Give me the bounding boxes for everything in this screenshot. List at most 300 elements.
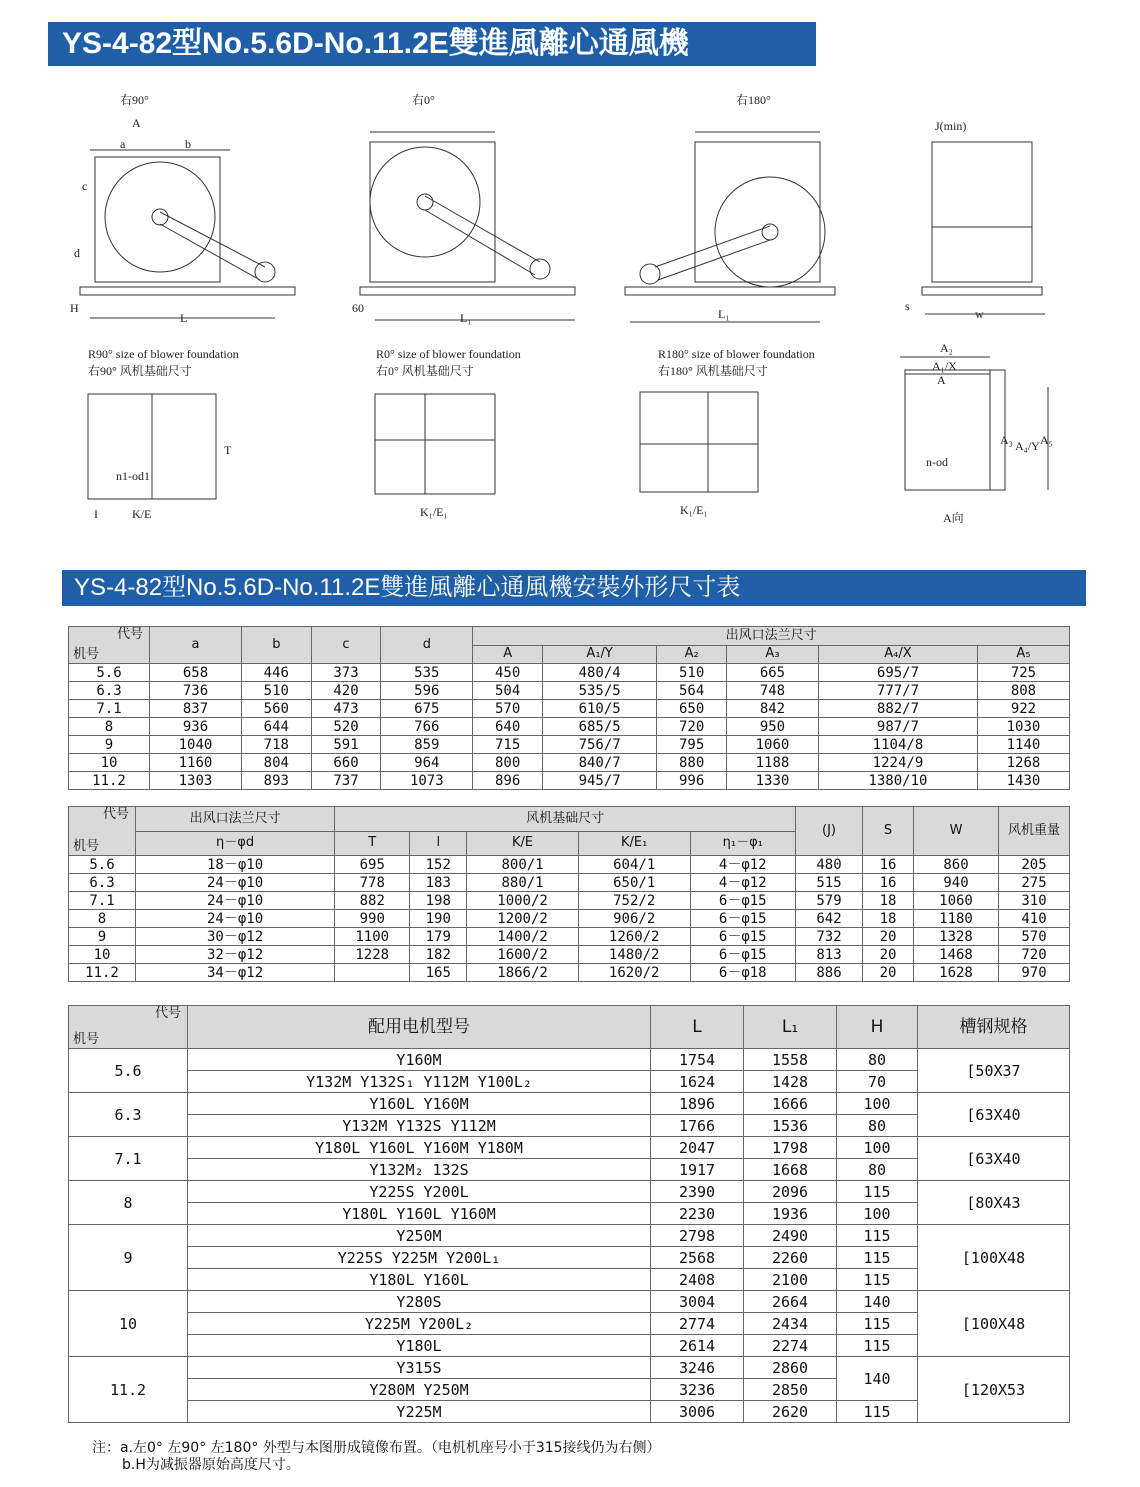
note-line-2: b.H为减振器原始高度尺寸。 — [122, 1457, 300, 1473]
table-cell: 695 — [335, 856, 410, 874]
steel-spec-cell: [100X48 — [918, 1225, 1070, 1291]
dim-60-label: 60 — [352, 301, 364, 315]
foundation2-en: R0° size of blower foundation — [376, 347, 521, 361]
steel-spec-cell: [100X48 — [918, 1291, 1070, 1357]
machine-number-cell: 7.1 — [69, 1137, 188, 1181]
motor-model-cell: Y180L Y160L Y160M Y180M — [188, 1137, 651, 1159]
table-cell: 882 — [335, 892, 410, 910]
l1-cell: 2274 — [744, 1335, 837, 1357]
table-cell: 640 — [473, 718, 543, 736]
h-cell: 115 — [837, 1225, 918, 1247]
table3-col-motor: 配用电机型号 — [188, 1006, 651, 1049]
notes — [92, 1440, 661, 1474]
table-cell: 480 — [796, 856, 863, 874]
dim-j-label: J(min) — [935, 119, 967, 133]
table-cell: 906/2 — [578, 910, 690, 928]
table-cell: 1328 — [914, 928, 999, 946]
table-cell: 665 — [726, 664, 818, 682]
table2-sub-header: l — [410, 831, 467, 856]
h-cell: 115 — [837, 1181, 918, 1203]
table-cell: 34－φ12 — [136, 964, 335, 982]
table-cell: 1160 — [150, 754, 242, 772]
dim-s-label: s — [905, 299, 910, 313]
table-cell: 804 — [241, 754, 311, 772]
table-cell: 748 — [726, 682, 818, 700]
motor-model-cell: Y132M Y132S₁ Y112M Y100L₂ — [188, 1071, 651, 1093]
table-row — [69, 700, 1070, 718]
table-cell: 570 — [999, 928, 1070, 946]
table1-sub-header: A₄/X — [818, 645, 977, 664]
table-cell: 473 — [311, 700, 381, 718]
table-cell: 32－φ12 — [136, 946, 335, 964]
table-cell: 737 — [311, 772, 381, 790]
table-cell: 813 — [796, 946, 863, 964]
table1-sub-header: A₂ — [657, 645, 727, 664]
table-cell — [335, 964, 410, 982]
table-cell: 732 — [796, 928, 863, 946]
table-cell: 1224/9 — [818, 754, 977, 772]
table-cell: 840/7 — [542, 754, 656, 772]
a3-label: A₃ — [1000, 433, 1013, 447]
steel-spec-cell: [63X40 — [918, 1093, 1070, 1137]
h-cell: 115 — [837, 1247, 918, 1269]
foundation1-cn: 右90° 风机基础尺寸 — [88, 364, 192, 378]
table-cell: 650 — [657, 700, 727, 718]
h-cell: 115 — [837, 1335, 918, 1357]
table2-group1-header: 出风口法兰尺寸 — [136, 807, 335, 832]
a4y-label: A₄/Y — [1015, 439, 1040, 453]
table-cell: 996 — [657, 772, 727, 790]
h-cell: 70 — [837, 1071, 918, 1093]
view3-label: 右180° — [736, 93, 771, 107]
table-row — [69, 1291, 1070, 1313]
table-cell: 604/1 — [578, 856, 690, 874]
table1-col-a: a — [150, 627, 242, 664]
foundation2-cn: 右0° 风机基础尺寸 — [376, 364, 474, 378]
table-cell: 410 — [999, 910, 1070, 928]
table2-corner-top: 代号 — [102, 807, 129, 822]
hole-label: n1-od1 — [116, 469, 150, 483]
table2-corner-bottom: 机号 — [73, 839, 100, 854]
motor-model-cell: Y132M Y132S Y112M — [188, 1115, 651, 1137]
table-cell: 520 — [311, 718, 381, 736]
table-cell: 1180 — [914, 910, 999, 928]
l-cell: 2230 — [651, 1203, 744, 1225]
table-cell: 8 — [69, 718, 150, 736]
table-cell: 18 — [863, 892, 914, 910]
table-cell: 644 — [241, 718, 311, 736]
l-cell: 3246 — [651, 1357, 744, 1379]
l1-cell: 2664 — [744, 1291, 837, 1313]
motor-model-cell: Y225M — [188, 1401, 651, 1423]
l1-cell: 2850 — [744, 1379, 837, 1401]
table-cell: 9 — [69, 928, 136, 946]
machine-number-cell: 10 — [69, 1291, 188, 1357]
l-cell: 2614 — [651, 1335, 744, 1357]
table-cell: 11.2 — [69, 964, 136, 982]
table-cell: 1268 — [977, 754, 1069, 772]
table-cell: 190 — [410, 910, 467, 928]
table-cell: 24－φ10 — [136, 874, 335, 892]
motor-model-cell: Y180L Y160L Y160M — [188, 1203, 651, 1225]
table3-corner — [69, 1006, 188, 1049]
table-cell: 800/1 — [467, 856, 579, 874]
motor-model-cell: Y180L Y160L — [188, 1269, 651, 1291]
table-cell: 1628 — [914, 964, 999, 982]
table-cell: 1303 — [150, 772, 242, 790]
table-cell: 510 — [657, 664, 727, 682]
table-cell: 675 — [381, 700, 473, 718]
table-cell: 1600/2 — [467, 946, 579, 964]
motor-model-cell: Y225M Y200L₂ — [188, 1313, 651, 1335]
table-cell: 6－φ15 — [690, 892, 795, 910]
steel-spec-cell: [63X40 — [918, 1137, 1070, 1181]
table-cell: 1430 — [977, 772, 1069, 790]
table-cell: 1188 — [726, 754, 818, 772]
table-cell: 480/4 — [542, 664, 656, 682]
table-cell: 1228 — [335, 946, 410, 964]
machine-number-cell: 5.6 — [69, 1049, 188, 1093]
table-cell: 7.1 — [69, 700, 150, 718]
dim-l-label: L — [180, 311, 188, 325]
h-cell: 100 — [837, 1093, 918, 1115]
table3-col-l: L — [651, 1006, 744, 1049]
table-cell: 660 — [311, 754, 381, 772]
table-cell: 20 — [863, 928, 914, 946]
table-cell: 720 — [999, 946, 1070, 964]
table-row — [69, 664, 1070, 682]
table-cell: 6.3 — [69, 682, 150, 700]
table-cell: 6.3 — [69, 874, 136, 892]
table-row — [69, 946, 1070, 964]
table-cell: 970 — [999, 964, 1070, 982]
dim-l1-label-2: L₁ — [460, 311, 472, 325]
table1-corner-top: 代号 — [116, 627, 143, 642]
table-cell: 24－φ10 — [136, 892, 335, 910]
dim-h-label: H — [70, 301, 79, 315]
table-row — [69, 718, 1070, 736]
table-cell: 179 — [410, 928, 467, 946]
table2-sub-header: T — [335, 831, 410, 856]
motor-model-cell: Y280M Y250M — [188, 1379, 651, 1401]
motor-model-cell: Y225S Y225M Y200L₁ — [188, 1247, 651, 1269]
table-cell: 1260/2 — [578, 928, 690, 946]
motor-model-cell: Y160M — [188, 1049, 651, 1071]
l-cell: 2047 — [651, 1137, 744, 1159]
table-cell: 510 — [241, 682, 311, 700]
table-cell: 950 — [726, 718, 818, 736]
table-cell: 756/7 — [542, 736, 656, 754]
table2-sub-header: K/E — [467, 831, 579, 856]
l1-cell: 2860 — [744, 1357, 837, 1379]
table-cell: 1073 — [381, 772, 473, 790]
table-cell: 1866/2 — [467, 964, 579, 982]
table1-col-d: d — [381, 627, 473, 664]
foundation3-cn: 右180° 风机基础尺寸 — [658, 364, 768, 378]
table-row — [69, 1357, 1070, 1379]
table2-corner — [69, 807, 136, 856]
table-cell: 886 — [796, 964, 863, 982]
table-cell: 1104/8 — [818, 736, 977, 754]
table-cell: 10 — [69, 946, 136, 964]
table-section-title: YS-4-82型No.5.6D-No.11.2E雙進風離心通風機安裝外形尺寸表 — [62, 570, 1086, 606]
page-title: YS-4-82型No.5.6D-No.11.2E雙進風離心通風機 — [48, 22, 816, 66]
table-cell: 1140 — [977, 736, 1069, 754]
table-cell: 591 — [311, 736, 381, 754]
l-cell: 2390 — [651, 1181, 744, 1203]
h-cell: 100 — [837, 1203, 918, 1225]
table-cell: 579 — [796, 892, 863, 910]
table2-col-s: S — [863, 807, 914, 856]
table3-col-h: H — [837, 1006, 918, 1049]
table-cell: 198 — [410, 892, 467, 910]
motor-model-cell: Y132M₂ 132S — [188, 1159, 651, 1181]
table-cell: 715 — [473, 736, 543, 754]
table-cell: 936 — [150, 718, 242, 736]
table-cell: 8 — [69, 910, 136, 928]
table1-sub-header: A₃ — [726, 645, 818, 664]
table-cell: 658 — [150, 664, 242, 682]
l-cell: 3236 — [651, 1379, 744, 1401]
table3-corner-bottom: 机号 — [73, 1032, 100, 1047]
table-cell: 20 — [863, 964, 914, 982]
table2-sub-header: η₁－φ₁ — [690, 831, 795, 856]
table-cell: 183 — [410, 874, 467, 892]
table-cell: 650/1 — [578, 874, 690, 892]
a-view-label: A向 — [943, 511, 964, 525]
table-cell: 11.2 — [69, 772, 150, 790]
table-row — [69, 736, 1070, 754]
table-cell: 165 — [410, 964, 467, 982]
a2-label: A₂ — [940, 341, 953, 355]
table-cell: 1200/2 — [467, 910, 579, 928]
table-cell: 766 — [381, 718, 473, 736]
l1-cell: 1558 — [744, 1049, 837, 1071]
dim-l1-label-3: L₁ — [718, 307, 730, 321]
view2-label: 右0° — [412, 93, 435, 107]
h-cell: 115 — [837, 1269, 918, 1291]
foundation3-en: R180° size of blower foundation — [658, 347, 815, 361]
table-cell: 882/7 — [818, 700, 977, 718]
table-cell: 642 — [796, 910, 863, 928]
view1-label: 右90° — [120, 93, 149, 107]
h-cell: 140 — [837, 1291, 918, 1313]
table-cell: 6－φ15 — [690, 910, 795, 928]
table-cell: 987/7 — [818, 718, 977, 736]
table-row — [69, 1137, 1070, 1159]
table2-group2-header: 风机基础尺寸 — [335, 807, 796, 832]
l-cell: 2798 — [651, 1225, 744, 1247]
arrow-a-label: A — [132, 116, 141, 130]
table-cell: 685/5 — [542, 718, 656, 736]
table-cell: 777/7 — [818, 682, 977, 700]
h-cell: 80 — [837, 1049, 918, 1071]
dimension-table-2 — [68, 806, 1070, 982]
k1e1-label-2: K₁/E₁ — [420, 505, 448, 519]
table-cell: 990 — [335, 910, 410, 928]
table-cell: 450 — [473, 664, 543, 682]
table-cell: 1380/10 — [818, 772, 977, 790]
l1-cell: 1936 — [744, 1203, 837, 1225]
table-cell: 842 — [726, 700, 818, 718]
table-cell: 152 — [410, 856, 467, 874]
table-cell: 736 — [150, 682, 242, 700]
table2-col-j: (J) — [796, 807, 863, 856]
table-cell: 10 — [69, 754, 150, 772]
table-cell: 9 — [69, 736, 150, 754]
machine-number-cell: 8 — [69, 1181, 188, 1225]
table-cell: 4－φ12 — [690, 856, 795, 874]
l-cell: 1624 — [651, 1071, 744, 1093]
dim-a-label: a — [120, 137, 126, 151]
table-cell: 940 — [914, 874, 999, 892]
dim-t-label: T — [224, 443, 232, 457]
l-cell: 3006 — [651, 1401, 744, 1423]
table-cell: 6－φ18 — [690, 964, 795, 982]
table-cell: 18－φ10 — [136, 856, 335, 874]
table-cell: 800 — [473, 754, 543, 772]
table-row — [69, 928, 1070, 946]
table-cell: 7.1 — [69, 892, 136, 910]
table-cell: 504 — [473, 682, 543, 700]
table-row — [69, 1093, 1070, 1115]
table-row — [69, 856, 1070, 874]
a5-label: A₅ — [1040, 433, 1053, 447]
table-cell: 1620/2 — [578, 964, 690, 982]
table1-corner-bottom: 机号 — [73, 647, 100, 662]
table-row — [69, 964, 1070, 982]
l-cell: 2568 — [651, 1247, 744, 1269]
foundation1-en: R90° size of blower foundation — [88, 347, 239, 361]
nod-label: n-od — [926, 455, 948, 469]
note-line-1: 注：a.左0° 左90° 左180° 外型与本图册成镜像布置。（电机机座号小于315接线仍为右侧） — [92, 1440, 661, 1456]
table-cell: 373 — [311, 664, 381, 682]
l1-cell: 2096 — [744, 1181, 837, 1203]
table-cell: 24－φ10 — [136, 910, 335, 928]
l-cell: 3004 — [651, 1291, 744, 1313]
table-cell: 570 — [473, 700, 543, 718]
table-cell: 778 — [335, 874, 410, 892]
table-row — [69, 682, 1070, 700]
table1-sub-header: A₁/Y — [542, 645, 656, 664]
table-cell: 720 — [657, 718, 727, 736]
table-cell: 5.6 — [69, 664, 150, 682]
l1-cell: 1428 — [744, 1071, 837, 1093]
h-cell: 100 — [837, 1137, 918, 1159]
l1-cell: 2100 — [744, 1269, 837, 1291]
l-cell: 1917 — [651, 1159, 744, 1181]
table-cell: 964 — [381, 754, 473, 772]
l1-cell: 1798 — [744, 1137, 837, 1159]
table-cell: 1060 — [726, 736, 818, 754]
dim-c-label: c — [82, 179, 88, 193]
table-cell: 205 — [999, 856, 1070, 874]
table-cell: 1100 — [335, 928, 410, 946]
machine-number-cell: 9 — [69, 1225, 188, 1291]
table-row — [69, 874, 1070, 892]
l-cell: 1896 — [651, 1093, 744, 1115]
table-cell: 6－φ15 — [690, 928, 795, 946]
table2-sub-header: K/E₁ — [578, 831, 690, 856]
table1-corner — [69, 627, 150, 664]
table-cell: 275 — [999, 874, 1070, 892]
dim-d-label: d — [74, 246, 80, 260]
table-cell: 310 — [999, 892, 1070, 910]
dim-w-label: w — [975, 307, 984, 321]
table1-sub-header: A₅ — [977, 645, 1069, 664]
h-cell: 115 — [837, 1313, 918, 1335]
table-cell: 560 — [241, 700, 311, 718]
table-cell: 896 — [473, 772, 543, 790]
machine-number-cell: 6.3 — [69, 1093, 188, 1137]
table-cell: 859 — [381, 736, 473, 754]
table-cell: 182 — [410, 946, 467, 964]
motor-model-cell: Y280S — [188, 1291, 651, 1313]
table-cell: 695/7 — [818, 664, 977, 682]
motor-model-cell: Y315S — [188, 1357, 651, 1379]
table1-group-header: 出风口法兰尺寸 — [473, 627, 1070, 646]
a-cap-label: A — [937, 373, 946, 387]
table3-corner-top: 代号 — [154, 1006, 181, 1021]
l-cell: 1766 — [651, 1115, 744, 1137]
table-cell: 1030 — [977, 718, 1069, 736]
table-cell: 420 — [311, 682, 381, 700]
table-cell: 610/5 — [542, 700, 656, 718]
table-cell: 1468 — [914, 946, 999, 964]
table-cell: 725 — [977, 664, 1069, 682]
table2-sub-header: η－φd — [136, 831, 335, 856]
ke-label: K/E — [132, 507, 152, 521]
table-cell: 515 — [796, 874, 863, 892]
table-cell: 1040 — [150, 736, 242, 754]
table-cell: 837 — [150, 700, 242, 718]
l1-cell: 1668 — [744, 1159, 837, 1181]
table-cell: 1400/2 — [467, 928, 579, 946]
table2-col-weight: 风机重量 — [999, 807, 1070, 856]
l-cell: 2774 — [651, 1313, 744, 1335]
fan-installation-drawings — [60, 82, 1090, 542]
steel-spec-cell: [50X37 — [918, 1049, 1070, 1093]
table-cell: 535 — [381, 664, 473, 682]
steel-spec-cell: [80X43 — [918, 1181, 1070, 1225]
table-cell: 596 — [381, 682, 473, 700]
table-cell: 18 — [863, 910, 914, 928]
table-cell: 1480/2 — [578, 946, 690, 964]
table-cell: 564 — [657, 682, 727, 700]
table-cell: 808 — [977, 682, 1069, 700]
table-cell: 795 — [657, 736, 727, 754]
motor-table — [68, 1005, 1070, 1423]
h-cell: 80 — [837, 1159, 918, 1181]
l1-cell: 1666 — [744, 1093, 837, 1115]
table-row — [69, 754, 1070, 772]
a1x-label: A₁/X — [932, 359, 957, 373]
table-cell: 1000/2 — [467, 892, 579, 910]
table-row — [69, 772, 1070, 790]
table-row — [69, 892, 1070, 910]
table1-col-b: b — [241, 627, 311, 664]
table-cell: 5.6 — [69, 856, 136, 874]
table-cell: 1330 — [726, 772, 818, 790]
table-cell: 4－φ12 — [690, 874, 795, 892]
l1-cell: 2434 — [744, 1313, 837, 1335]
table-row — [69, 1049, 1070, 1071]
h-cell: 140 — [837, 1357, 918, 1401]
l-cell: 2408 — [651, 1269, 744, 1291]
table-cell: 718 — [241, 736, 311, 754]
table-cell: 446 — [241, 664, 311, 682]
l1-cell: 1536 — [744, 1115, 837, 1137]
